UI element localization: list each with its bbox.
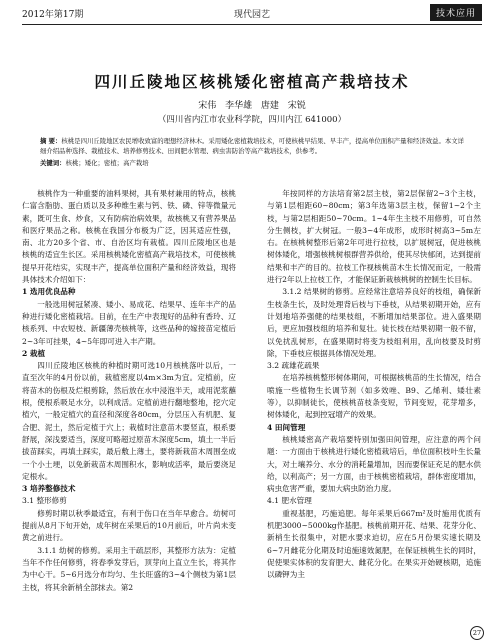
section-heading: 2 栽植 xyxy=(22,348,46,358)
page-header xyxy=(22,4,482,22)
keywords-text: 核桃；矮化；密植；高产栽培 xyxy=(65,159,149,167)
section-heading: 4.1 肥水管理 xyxy=(267,496,312,506)
authors: 宋伟 李华雄 唐建 宋锐 xyxy=(198,101,306,111)
left-column xyxy=(22,188,236,594)
paragraph: 核桃矮密高产栽培要特别加强田间管理，应注意的两个问题：一方面由于核桃进行矮化密植栽培后，单位面积枝叶生长量大，对土壤养分、水分的消耗量增加，因而要保证充足的肥水供给，以利高产；另一方面，由于核桃密植栽培，群体密度增加，病虫危害严重，要加大病虫防治力度。 xyxy=(267,434,481,494)
paragraph: 年按同样的方法培育第2层主枝，第2层保留2~3个主枝，与第1层相距60~80cm；第3年选第3层主枝，保留1~2个主枝，与第2层相距50~70cm。1~4年生主枝不用修剪，可自然分生侧枝，扩大树冠。一般3~4年成形，成形时树高3~5m左右。在核桃树整形后第2年可进行拉枝，以扩展树冠，促进核桃树体矮化，增强核桃树根群营养供给，使其尽快郁闭，达到提前结果和丰产的目的。拉枝工作视核桃苗木生长情况而定，一般需进行2年以上拉枝工作，才能保证新栽核桃树的控制生长目标。 xyxy=(267,189,481,285)
paragraph: 四川丘陵地区核桃的种植时期可选10月核桃落叶以后，一直至次年的4月份以前，栽植密度以4m×3m为宜。定植前，应将苗木的伤根及烂根剪除，然后放在水中浸泡半天，或用泥浆蘸根，使根系吸足水分，以利成活。定植前进行翻地整地，挖穴定植穴，一般定植穴的直径和深度各80cm，分层压入有机肥、复合肥、泥土，然后定植于穴上；栽植时注意苗木要竖直，根系要舒展，深浅要适当，深度可略超过原苗木深度5cm，填土一半后拔苗踩实，再填土踩实，最后敷上薄土，要将新栽苗木周围垒成一个小土埂，以免新栽苗木周围积水，影响成活率，最后要浇足定根水。 xyxy=(22,361,236,481)
paragraph: 一般选用树冠紧凑、矮小、易成花、结果早、连年丰产的品种进行矮化密植栽培。目前，在生产中表现好的品种有香玲、辽核系列、中农短枝、新疆薄壳核桃等，这些品种的嫁接苗定植后2~3年可挂果，4~5年即可进入丰产期。 xyxy=(22,299,236,346)
right-column xyxy=(267,188,481,582)
section-heading: 3.1 整形修剪 xyxy=(22,496,67,506)
page-number: 27 xyxy=(470,626,484,640)
header-rule xyxy=(22,24,482,25)
affiliation: （四川省内江市农业科学院，四川内江 641000） xyxy=(157,115,347,125)
paragraph: 在培养核桃整形树体期间，可根据核桃苗的生长情况，结合喷施一些植物生长调节剂（如多效唑、B9、乙烯利、矮壮素等），以抑制徒长，使核桃苗枝条变短，节间变短，花芽增多，树体矮化，起到控冠增产的效果。 xyxy=(267,373,481,420)
issue-label: 2012年第17期 xyxy=(22,10,84,20)
paragraph: 3.1.1 幼树的修剪。采用主干疏层形，其整形方法为：定植当年不作任何修剪，将春季发芽后，顶芽向上直立生长，将其作为中心干。5~6月选分布均匀、生长旺盛的3~4个侧枝为第1层主枝，将其余新梢全部抹去。第2 xyxy=(22,545,236,592)
paragraph: 核桃作为一种重要的油料果树，具有果材兼用的特点，核桃仁富含脂肪、蛋白质以及多种维生素与钙、铁、磷、锌等微量元素，既可生食、炒食，又有防病治病效果，故核桃又有营养果品和医疗果品之称。核桃在我国分布极为广泛，因其适应性强，南、北方20多个省、市、自治区均有栽植。四川丘陵地区也是核桃的适宜生长区。采用核桃矮化密植高产栽培技术，可使核桃提早开花结实，实现丰产，提高单位面积产量和经济效益，现将具体技术介绍如下： xyxy=(22,189,236,285)
section-heading: 4 田间管理 xyxy=(267,422,306,432)
paragraph: 3.1.2 结果树的修剪。应经常注意培养良好的枝组，确保新生枝条生长，及时处理背后枝与下垂枝，从结果初期开始，应有计划地培养强健的结果枝组，不断增加结果部位。进入盛果期后，更应加强枝组的培养和复壮。徒长枝在结果初期一般不留，以免扰乱树形，在盛果期时将变为枝组利用，乱向枝要及时剪除，下垂枝应根据具体情况处理。 xyxy=(267,287,481,358)
section-badge: 技术应用 xyxy=(430,4,482,21)
section-heading: 3.2 疏雄花疏果 xyxy=(267,361,320,371)
paragraph: 修剪时期以秋季最适宜，有利于伤口在当年早愈合。幼树可提前从8月下旬开始，成年树在采果后的10月前后，叶片尚未变黄之前进行。 xyxy=(22,508,236,543)
keywords-label: 关键词： xyxy=(40,159,66,167)
paragraph: 重视基肥，巧施追肥。每年采果后667m²及时施用优质有机肥3000~5000kg作基肥。核桃前期开花、结果、花芽分化、新梢生长很集中，对肥水要求迫切，应在5月份果实速长期及6~7月雌花分化期及时追施速效氮肥，在保证核桃生长的同时，促使果实体积的发育肥大、雌花分化。在果实开始硬核期，追施以磷钾为主 xyxy=(267,508,481,580)
abstract-text: 核桃是四川丘陵地区农民增收致富的理想经济林木。采用矮化密植栽培技术，可使核桃早结果、早丰产，提高单位面积产量和经济效益。本文详细介绍品种选择、栽植技术、培养修剪技术、田间肥水管理、病虫害防治等高产栽培技术，供参考。 xyxy=(40,137,465,155)
article-title: 四川丘陵地区核桃矮化密植高产栽培技术 xyxy=(94,73,410,91)
keywords xyxy=(40,158,464,167)
section-heading: 3 培养整修技术 xyxy=(22,484,76,494)
abstract-label: 摘 要： xyxy=(40,137,62,145)
journal-name: 现代园艺 xyxy=(234,10,271,20)
abstract xyxy=(40,136,464,156)
section-heading: 1 选用优良品种 xyxy=(22,287,76,297)
